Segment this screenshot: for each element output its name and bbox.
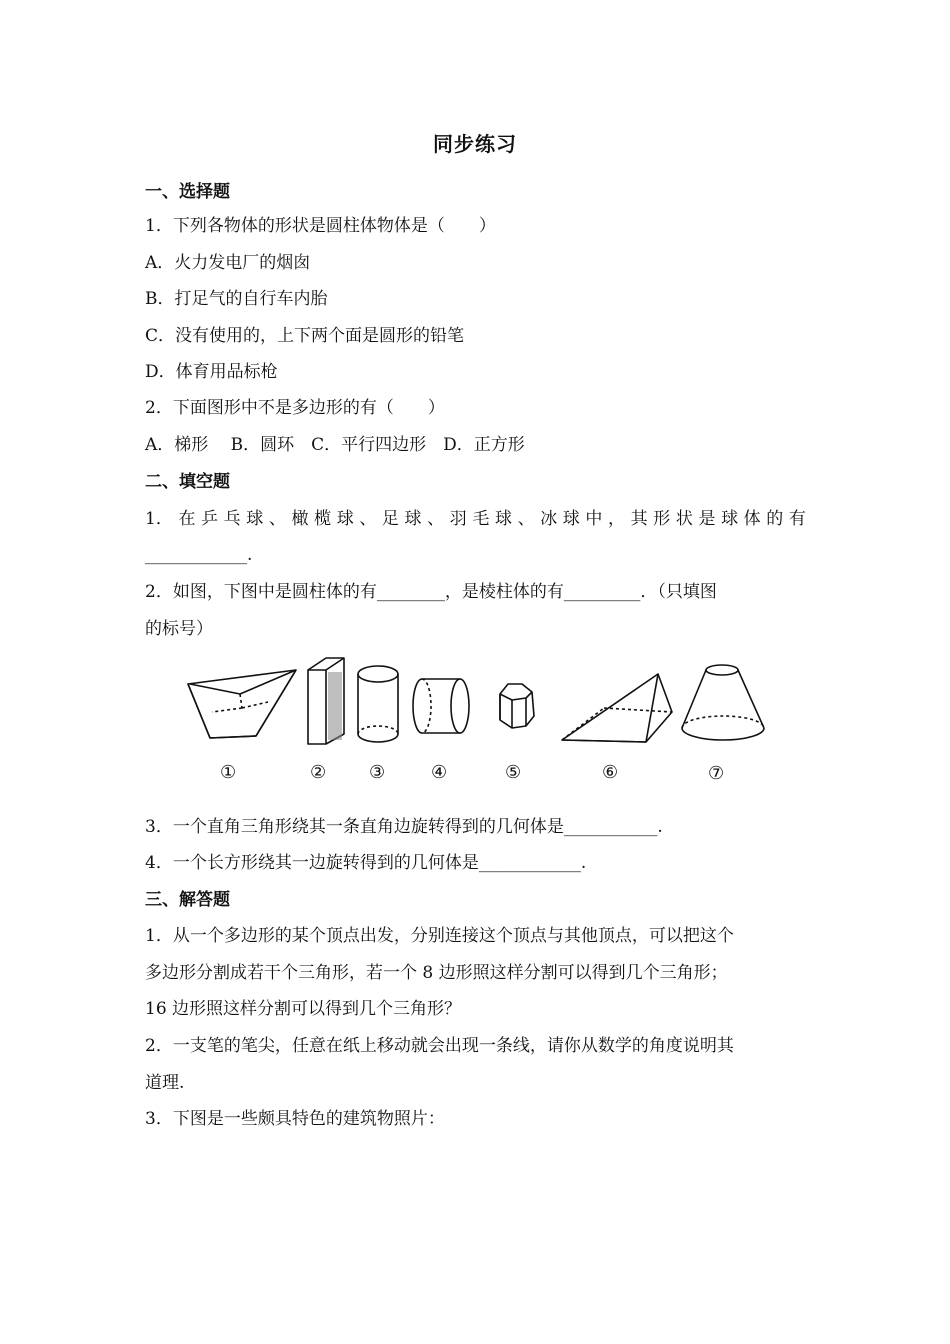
answer-q1-line2: 多边形分割成若干个三角形，若一个 8 边形照这样分割可以得到几个三角形；: [145, 963, 728, 983]
fill-q3: 3．一个直角三角形绕其一条直角边旋转得到的几何体是___________.: [145, 817, 663, 837]
answer-q3: 3．下图是一些颇具特色的建筑物照片：: [145, 1109, 445, 1129]
fill-q1-char: 球: [336, 509, 354, 529]
solids-figure: [170, 650, 790, 790]
section-choice-heading: 一、选择题: [145, 182, 230, 202]
figure-label-2: ②: [310, 762, 327, 783]
fill-q1-char: 球: [246, 509, 264, 529]
fill-q1-char: 球: [562, 509, 580, 529]
fill-q4: 4．一个长方形绕其一边旋转得到的几何体是____________.: [145, 853, 587, 873]
fill-q1-blank: ____________.: [145, 545, 253, 565]
fill-q1-char: 球: [721, 509, 739, 529]
solid-3-cylinder: [358, 666, 398, 742]
fill-q1-char: 的: [766, 509, 784, 529]
figure-label-5: ⑤: [505, 762, 522, 783]
choice-q2-stem: 2．下面图形中不是多边形的有（ ）: [145, 398, 445, 418]
fill-q1-char: 橄: [291, 509, 309, 529]
fill-q1-char: 乓: [223, 509, 241, 529]
fill-q1-char: 是: [698, 509, 716, 529]
figure-label-1: ①: [220, 762, 237, 783]
fill-q1-char: 、: [427, 509, 445, 529]
fill-q1-char: 中: [585, 509, 603, 529]
solid-4-lying-cylinder: [413, 679, 469, 733]
choice-q1-option-d: D．体育用品标枪: [145, 362, 278, 382]
choice-q1-stem: 1．下列各物体的形状是圆柱体物体是（ ）: [145, 216, 496, 236]
solid-6-triangular-prism: [562, 674, 672, 742]
solid-1-trapezoid-prism: [188, 670, 296, 738]
fill-q1-char: 在: [178, 509, 196, 529]
fill-q1-char: 球: [404, 509, 422, 529]
fill-q1-char: 其: [630, 509, 648, 529]
answer-q2-line2: 道理.: [145, 1073, 185, 1093]
fill-q1-char: 、: [517, 509, 535, 529]
fill-q1-char: 榄: [314, 509, 332, 529]
fill-q1-line1: [145, 507, 806, 531]
choice-q1-option-a: A．火力发电厂的烟囱: [145, 253, 311, 273]
solid-5-octagonal-prism: [500, 684, 534, 728]
fill-q2-line2: 的标号）: [145, 619, 213, 639]
fill-q1-char: 、: [268, 509, 286, 529]
fill-q1-char: 羽: [449, 509, 467, 529]
fill-q1-char: 球: [494, 509, 512, 529]
fill-q1-char: 形: [653, 509, 671, 529]
fill-q1-char: 体: [743, 509, 761, 529]
fill-q2-line1: 2．如图，下图中是圆柱体的有________，是棱柱体的有_________．（只填图: [145, 582, 717, 602]
section-answer-heading: 三、解答题: [145, 890, 230, 910]
solid-2-rect-prism: [308, 658, 344, 744]
choice-q1-option-c: C．没有使用的，上下两个面是圆形的铅笔: [145, 326, 465, 346]
fill-q1-char: 、: [359, 509, 377, 529]
figure-label-4: ④: [431, 762, 448, 783]
fill-q1-char: 毛: [472, 509, 490, 529]
answer-q2-line1: 2．一支笔的笔尖，任意在纸上移动就会出现一条线，请你从数学的角度说明其: [145, 1036, 734, 1056]
answer-q1-line3: 16 边形照这样分割可以得到几个三角形？: [145, 999, 462, 1019]
solid-7-frustum: [682, 665, 764, 740]
answer-q1-line1: 1．从一个多边形的某个顶点出发，分别连接这个顶点与其他顶点，可以把这个: [145, 926, 734, 946]
fill-q1-char: 有: [788, 509, 806, 529]
figure-label-3: ③: [369, 762, 386, 783]
fill-q1-char: 1．: [145, 509, 173, 529]
section-fill-heading: 二、填空题: [145, 472, 230, 492]
figure-label-6: ⑥: [602, 762, 619, 783]
fill-q1-char: 足: [381, 509, 399, 529]
fill-q1-char: 状: [675, 509, 693, 529]
fill-q1-char: 冰: [540, 509, 558, 529]
choice-q2-options: A．梯形 B．圆环 C．平行四边形 D．正方形: [145, 435, 525, 455]
page-title: 同步练习: [433, 132, 517, 156]
figure-label-7: ⑦: [708, 763, 725, 784]
fill-q1-char: ，: [608, 509, 626, 529]
choice-q1-option-b: B．打足气的自行车内胎: [145, 289, 328, 309]
fill-q1-char: 乒: [201, 509, 219, 529]
solids-figure-svg: [170, 650, 790, 790]
